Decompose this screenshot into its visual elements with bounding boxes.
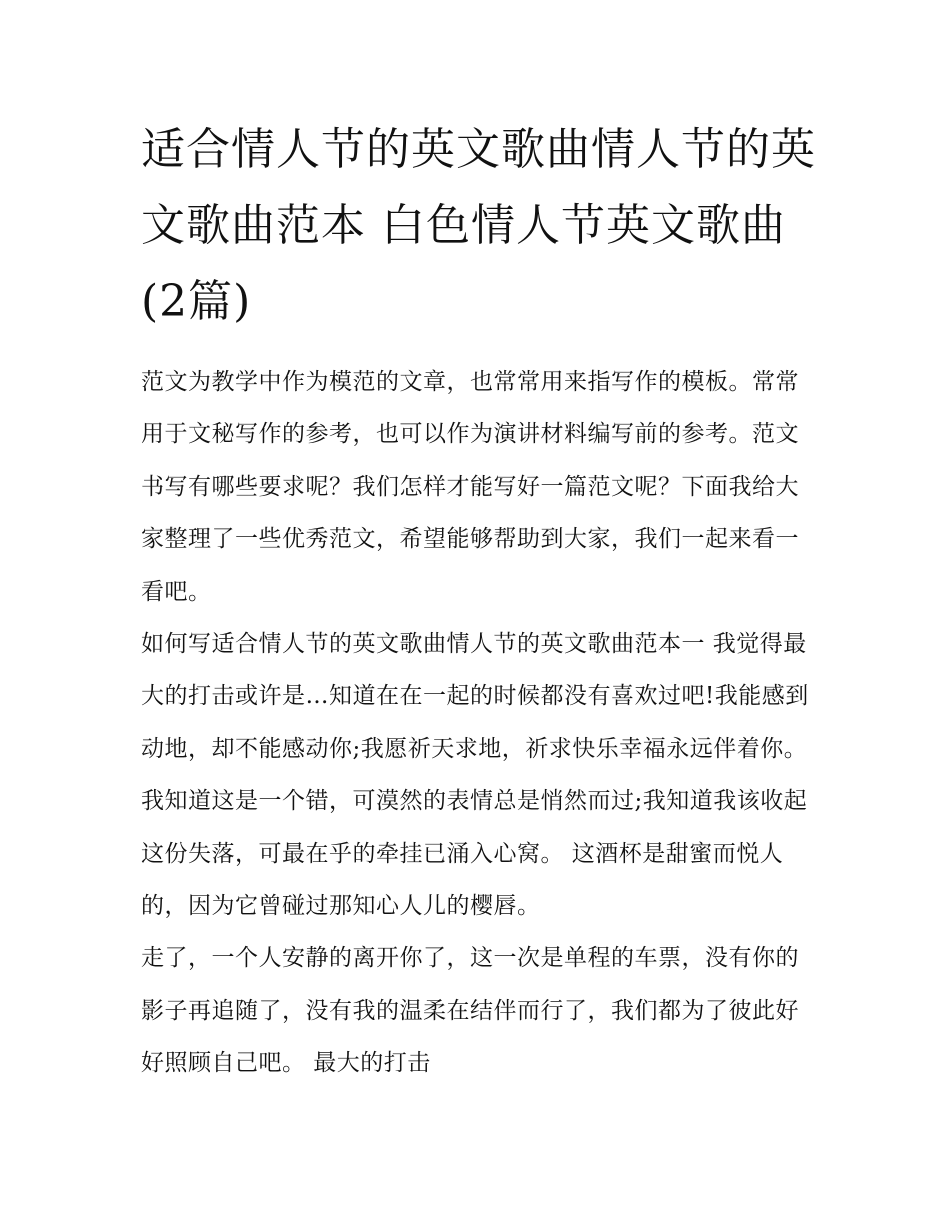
document-title: 适合情人节的英文歌曲情人节的英文歌曲范本 白色情人节英文歌曲(2篇): [141, 124, 816, 327]
paragraph-mistake: 我知道这是一个错，可漠然的表情总是悄然而过;我知道我该收起这份失落，可最在乎的牵挂已涌入心窝。 这酒杯是甜蜜而悦人的，因为它曾碰过那知心人儿的樱唇。: [141, 788, 808, 920]
paragraph-farewell: 走了，一个人安静的离开你了，这一次是单程的车票，没有你的影子再追随了，没有我的温柔在结伴而行了，我们都为了彼此好好照顾自己吧。 最大的打击: [141, 945, 799, 1077]
document-body: [141, 356, 821, 1090]
paragraph-sample-one: 如何写适合情人节的英文歌曲情人节的英文歌曲范本一 我觉得最大的打击或许是…知道在在一起的时候都没有喜欢过吧!我能感到动地，却不能感动你;我愿祈天求地，祈求快乐幸福永远伴着你。: [141, 631, 809, 762]
paragraph-intro: 范文为教学中作为模范的文章，也常常用来指写作的模板。常常用于文秘写作的参考，也可以作为演讲材料编写前的参考。范文书写有哪些要求呢？我们怎样才能写好一篇范文呢？下面我给大家整理了一些优秀范文，希望能够帮助到大家，我们一起来看一看吧。: [141, 369, 799, 605]
